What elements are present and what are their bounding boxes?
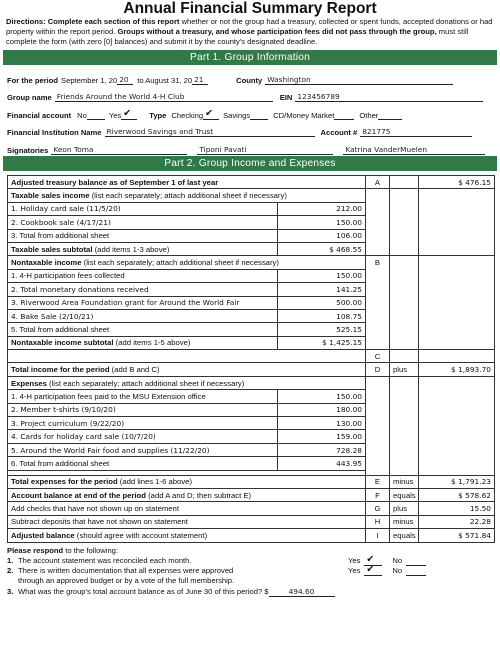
question-1-number: 1. bbox=[7, 555, 14, 565]
add-checks-value[interactable]: 15.50 bbox=[419, 502, 495, 515]
line-letter-a: A bbox=[366, 176, 390, 189]
nontaxable-item-amount[interactable]: 500.00 bbox=[278, 296, 366, 309]
cd-label: CD/Money Market bbox=[273, 110, 335, 120]
question-1-answer bbox=[348, 553, 430, 566]
respond-heading-rest: to the following: bbox=[63, 545, 119, 555]
adjusted-balance-value[interactable]: $ 571.84 bbox=[419, 529, 495, 542]
expense-item-label: 5. Around the World Fair food and supplies (11/22/20) bbox=[8, 443, 278, 456]
line-letter-g: G bbox=[366, 502, 390, 515]
savings-label: Savings bbox=[223, 110, 251, 120]
question-3-number: 3. bbox=[7, 587, 14, 597]
expense-item-amount[interactable]: 443.95 bbox=[278, 457, 366, 470]
question-2-no[interactable] bbox=[406, 566, 426, 576]
question-2 bbox=[7, 563, 493, 576]
question-3 bbox=[7, 587, 493, 597]
letter-c-row bbox=[8, 350, 495, 363]
account-balance-label: Account balance at end of the period bbox=[11, 490, 146, 500]
adjusted-treasury-total[interactable]: $ 476.15 bbox=[419, 176, 495, 189]
taxable-item-amount[interactable]: 150.00 bbox=[278, 216, 366, 229]
period-row bbox=[7, 67, 493, 85]
subtract-deposits-row bbox=[8, 515, 495, 528]
other-checkbox[interactable] bbox=[378, 110, 402, 120]
taxable-item-label: 1. Holiday card sale (11/5/20) bbox=[8, 202, 278, 215]
nontaxable-item-amount[interactable]: 141.25 bbox=[278, 283, 366, 296]
total-income-note: (add B and C) bbox=[109, 365, 160, 375]
taxable-subtotal-note: (add items 1-3 above) bbox=[92, 244, 170, 254]
line-letter-f: F bbox=[366, 488, 390, 501]
adjusted-balance-label: Adjusted balance bbox=[11, 530, 75, 540]
expenses-header-row bbox=[8, 376, 495, 389]
directions-text-1: whether or not the group had a treasury, collected or spent funds, accepted donations or had property within the report period. bbox=[6, 17, 493, 37]
adjusted-treasury-label: Adjusted treasury balance as of September 1 of last year bbox=[11, 177, 219, 187]
line-letter-e: E bbox=[366, 475, 390, 488]
adjusted-balance-note: (should agree with account statement) bbox=[74, 530, 208, 540]
nontaxable-item-label: 4. Bake Sale (2/10/21) bbox=[8, 309, 278, 322]
signatory-1[interactable]: Keon Toma bbox=[51, 145, 187, 155]
nontaxable-item-label: 1. 4-H participation fees collected bbox=[8, 269, 278, 282]
expense-item-amount[interactable]: 728.28 bbox=[278, 443, 366, 456]
question-2-answer bbox=[348, 563, 430, 576]
expense-item-amount[interactable]: 130.00 bbox=[278, 417, 366, 430]
institution-row bbox=[7, 120, 493, 138]
total-income-row bbox=[8, 363, 495, 376]
line-letter-h: H bbox=[366, 515, 390, 528]
institution-field[interactable]: Riverwood Savings and Trust bbox=[105, 127, 315, 137]
nontaxable-subtotal-label: Nontaxable income subtotal bbox=[11, 338, 114, 348]
report-page bbox=[0, 1, 500, 661]
expense-item-label: 6. Total from additional sheet bbox=[8, 457, 278, 470]
question-1-yes[interactable]: ✔ bbox=[364, 556, 382, 566]
no-label: No bbox=[392, 555, 403, 565]
nontaxable-item-label: 3. Riverwood Area Foundation grant for Around the World Fair bbox=[8, 296, 278, 309]
expense-item-amount[interactable]: 159.00 bbox=[278, 430, 366, 443]
group-name-field[interactable]: Friends Around the World 4-H Club bbox=[55, 92, 273, 102]
expense-item-label: 3. Project curriculum (9/22/20) bbox=[8, 417, 278, 430]
account-number-field[interactable]: 821775 bbox=[360, 127, 472, 137]
account-number-label: Account # bbox=[320, 128, 358, 137]
expense-item-label: 2. Member t-shirts (9/10/20) bbox=[8, 403, 278, 416]
expenses-header-note: (list each separately; attach additional sheet if necessary) bbox=[46, 378, 245, 388]
directions bbox=[3, 17, 497, 50]
group-info-section bbox=[3, 65, 497, 156]
checking-checkbox[interactable]: ✔ bbox=[203, 110, 219, 120]
yes-checkbox[interactable]: ✔ bbox=[121, 110, 137, 120]
total-expenses-row bbox=[8, 475, 495, 488]
taxable-item-amount[interactable]: 212.00 bbox=[278, 202, 366, 215]
line-letter-b: B bbox=[366, 256, 390, 350]
nontaxable-item-amount[interactable]: 150.00 bbox=[278, 269, 366, 282]
expenses-header: Expenses bbox=[11, 378, 47, 388]
county-field[interactable]: Washington bbox=[265, 75, 453, 85]
group-name-label: Group name bbox=[7, 93, 52, 102]
question-2-yes[interactable]: ✔ bbox=[364, 566, 382, 576]
yes-label: Yes bbox=[348, 555, 361, 565]
total-income-value[interactable]: $ 1,893.70 bbox=[419, 363, 495, 376]
line-letter-i: I bbox=[366, 529, 390, 542]
expense-item-label: 4. Cards for holiday card sale (10/7/20) bbox=[8, 430, 278, 443]
question-3-text: What was the group's total account balance as of June 30 of this period? $ bbox=[18, 587, 269, 597]
expense-item-label: 1. 4-H participation fees paid to the MSU Extension office bbox=[8, 390, 278, 403]
operator-equals: equals bbox=[390, 488, 419, 501]
question-3-answer[interactable]: 494.60 bbox=[269, 587, 335, 597]
directions-lead: Directions: Complete each section of this report bbox=[6, 17, 180, 26]
other-label: Other bbox=[359, 110, 379, 120]
signatory-2[interactable]: Tiponi Pavati bbox=[197, 145, 333, 155]
operator-equals: equals bbox=[390, 529, 419, 542]
period-end-year[interactable]: 21 bbox=[192, 75, 208, 85]
yes-label: Yes bbox=[348, 565, 361, 575]
account-label: Financial account bbox=[7, 110, 72, 120]
taxable-subtotal-label: Taxable sales subtotal bbox=[11, 244, 93, 254]
subtract-deposits-label: Subtract deposits that have not shown on statement bbox=[8, 515, 366, 528]
cd-checkbox[interactable] bbox=[334, 110, 354, 120]
question-2-text-continued: through an approved budget or by a vote of the full membership. bbox=[18, 575, 235, 585]
signatory-3[interactable]: Katrina VanderMuelen bbox=[343, 145, 485, 155]
no-label: No bbox=[77, 110, 87, 120]
question-2-text: There is written documentation that all expenses were approved bbox=[18, 565, 234, 575]
line-letter-d: D bbox=[366, 363, 390, 376]
respond-heading-bold: Please respond bbox=[7, 545, 64, 555]
ein-field[interactable]: 123456789 bbox=[295, 92, 483, 102]
nontaxable-item-label: 2. Total monetary donations received bbox=[8, 283, 278, 296]
period-start-year[interactable]: 20 bbox=[117, 75, 133, 85]
period-mid: to August 31, 20 bbox=[137, 75, 193, 85]
line-letter-c: C bbox=[366, 350, 390, 363]
savings-checkbox[interactable] bbox=[250, 110, 268, 120]
adjusted-balance-row bbox=[8, 529, 495, 542]
question-1-text: The account statement was reconciled each month. bbox=[18, 555, 192, 565]
group-name-row bbox=[7, 85, 493, 103]
total-expenses-value[interactable]: $ 1,791.23 bbox=[419, 475, 495, 488]
nontaxable-item-amount[interactable]: 525.15 bbox=[278, 323, 366, 336]
operator-plus: plus bbox=[390, 502, 419, 515]
subtract-deposits-value[interactable]: 22.28 bbox=[419, 515, 495, 528]
taxable-header-note: (list each separately; attach additional sheet if necessary) bbox=[89, 191, 287, 201]
expense-item-amount[interactable]: 180.00 bbox=[278, 403, 366, 416]
nontaxable-header: Nontaxable income bbox=[11, 258, 82, 268]
county-label: County bbox=[236, 75, 263, 85]
account-balance-note: (add A and D; then subtract E) bbox=[145, 490, 252, 500]
taxable-item-amount[interactable]: 106.00 bbox=[278, 229, 366, 242]
taxable-item-label: 2. Cookbook sale (4/17/21) bbox=[8, 216, 278, 229]
type-label: Type bbox=[149, 110, 167, 120]
account-balance-value[interactable]: $ 578.62 bbox=[419, 488, 495, 501]
directions-text-2: must still complete the form (with zero [0] balances) and submit it by the county's designated deadline. bbox=[6, 27, 469, 47]
operator-minus: minus bbox=[390, 515, 419, 528]
taxable-header-row bbox=[8, 189, 495, 202]
checking-label: Checking bbox=[171, 110, 204, 120]
respond-heading bbox=[7, 546, 493, 556]
institution-label: Financial Institution Name bbox=[7, 128, 102, 137]
operator-plus: plus bbox=[390, 363, 419, 376]
signatories-label: Signatories bbox=[7, 145, 49, 155]
adjusted-treasury-row bbox=[8, 176, 495, 189]
account-row bbox=[7, 102, 493, 120]
account-balance-row bbox=[8, 488, 495, 501]
respond-section bbox=[3, 543, 497, 598]
taxable-header: Taxable sales income bbox=[11, 191, 90, 201]
total-expenses-label: Total expenses for the period bbox=[11, 477, 118, 487]
taxable-item-label: 3. Total from additional sheet bbox=[8, 229, 278, 242]
ein-label: EIN bbox=[279, 93, 293, 102]
yes-label: Yes bbox=[108, 110, 122, 120]
part1-heading: Part 1. Group Information bbox=[3, 50, 497, 65]
period-label: For the period bbox=[7, 75, 59, 85]
taxable-subtotal-value[interactable]: $ 468.55 bbox=[278, 242, 366, 255]
total-expenses-note: (add lines 1-6 above) bbox=[117, 477, 193, 487]
expense-item-amount[interactable]: 150.00 bbox=[278, 390, 366, 403]
question-2-continued bbox=[7, 576, 493, 586]
part2-heading: Part 2. Group Income and Expenses bbox=[3, 156, 497, 171]
question-2-number: 2. bbox=[7, 565, 14, 575]
nontaxable-item-label: 5. Total from additional sheet bbox=[8, 323, 278, 336]
add-checks-label: Add checks that have not shown up on statement bbox=[8, 502, 366, 515]
question-1 bbox=[7, 553, 493, 566]
no-label: No bbox=[392, 565, 403, 575]
operator-minus: minus bbox=[390, 475, 419, 488]
income-expenses-table bbox=[7, 175, 495, 543]
add-checks-row bbox=[8, 502, 495, 515]
total-income-label: Total income for the period bbox=[11, 365, 110, 375]
report-title: Annual Financial Summary Report bbox=[123, 0, 377, 17]
no-checkbox[interactable] bbox=[87, 110, 105, 120]
question-1-no[interactable] bbox=[406, 556, 426, 566]
nontaxable-subtotal-value[interactable]: $ 1,425.15 bbox=[278, 336, 366, 349]
nontaxable-subtotal-note: (add items 1-5 above) bbox=[113, 338, 191, 348]
nontaxable-header-row bbox=[8, 256, 495, 269]
nontaxable-item-amount[interactable]: 108.75 bbox=[278, 309, 366, 322]
period-start: September 1, 20 bbox=[61, 75, 118, 85]
directions-bold-2: Groups without a treasury, and whose participation fees did not pass through the group, bbox=[117, 27, 437, 37]
signatories-row bbox=[7, 137, 493, 155]
nontaxable-header-note: (list each separately; attach additional sheet if necessary) bbox=[81, 258, 279, 268]
